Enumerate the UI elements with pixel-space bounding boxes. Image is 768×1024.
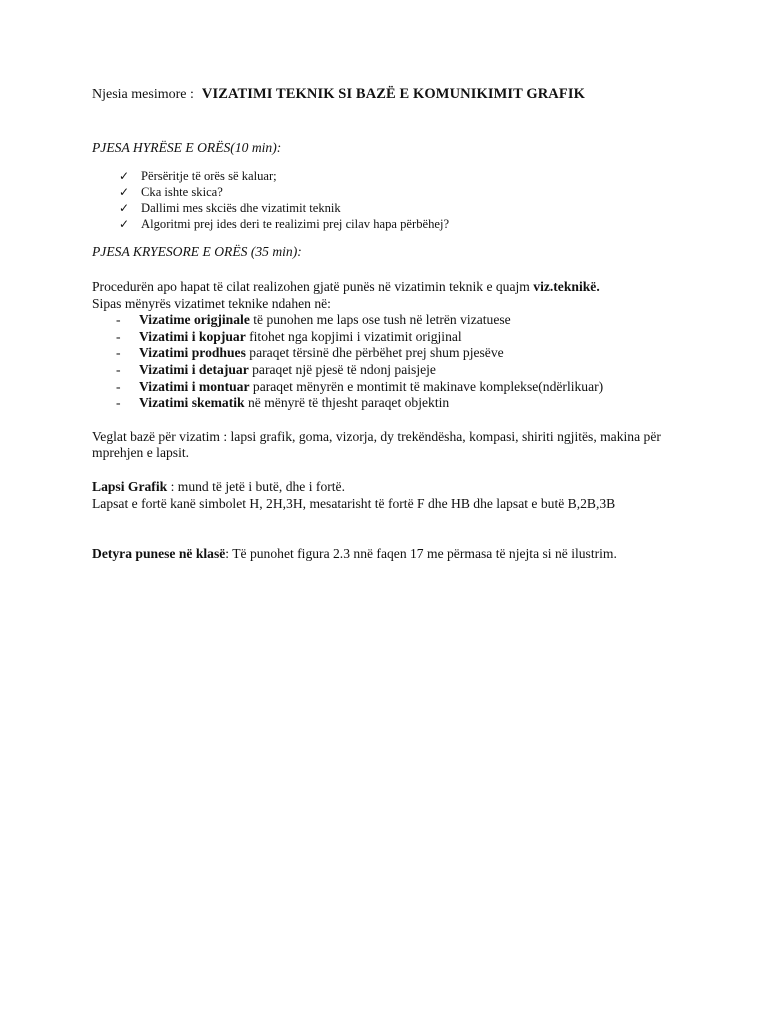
drawing-types-list xyxy=(92,312,692,412)
list-item: - Vizatimi prodhues paraqet tërsinë dhe përbëhet prej shum pjesëve xyxy=(116,345,504,361)
lesson-title: VIZATIMI TEKNIK SI BAZË E KOMUNIKIMIT GRAFIK xyxy=(201,86,585,102)
tools-paragraph: Veglat bazë për vizatim : lapsi grafik, goma, vizorja, dy trekëndësha, kompasi, shiriti ngjitës, makina për mprehjen e lapsit. xyxy=(92,428,661,461)
dash-bullet: - xyxy=(116,328,121,344)
intro-heading: PJESA HYRËSE E ORËS(10 min): xyxy=(92,139,282,155)
lesson-label: Njesia mesimore : xyxy=(92,87,194,102)
lesson-header xyxy=(92,86,692,104)
list-item: ✓ Algoritmi prej ides deri te realizimi prej cilav hapa përbëhej? xyxy=(119,216,450,231)
list-item: - Vizatimi i detajuar paraqet një pjesë të ndonj paisjeje xyxy=(116,361,436,377)
list-item: - Vizatimi i kopjuar fitohet nga kopjimi i vizatimit origjinal xyxy=(116,328,462,344)
dash-bullet: - xyxy=(116,361,121,377)
pencil-paragraph: Lapsi Grafik : mund të jetë i butë, dhe i fortë. Lapsat e fortë kanë simbolet H, 2H,3H, mesatarisht të fortë F dhe HB dhe lapsat e butë B,2B,3B xyxy=(92,478,616,511)
check-icon: ✓ xyxy=(119,216,130,231)
list-item: ✓ Cka ishte skica? xyxy=(119,184,223,199)
check-icon: ✓ xyxy=(119,169,130,184)
intro-list xyxy=(92,169,692,232)
dash-bullet: - xyxy=(116,378,121,394)
list-item: - Vizatimi i montuar paraqet mënyrën e montimit të makinave komplekse(ndërlikuar) xyxy=(116,378,604,394)
main-heading: PJESA KRYESORE E ORËS (35 min): xyxy=(92,244,302,260)
dash-bullet: - xyxy=(116,345,121,361)
dash-bullet: - xyxy=(116,312,121,328)
procedure-paragraph: Procedurën apo hapat të cilat realizohen gjatë punës në vizatimin teknik e quajm viz.teknikë. Sipas mënyrës vizatimet teknike ndahen në: xyxy=(92,278,600,311)
document-page xyxy=(92,86,692,563)
list-item: ✓ Përsëritje të orës së kaluar; xyxy=(119,169,277,184)
list-item: - Vizatimi skematik në mënyrë të thjesht paraqet objektin xyxy=(116,395,450,411)
dash-bullet: - xyxy=(116,395,121,411)
task-paragraph: Detyra punese në klasë: Të punohet figura 2.3 nnë faqen 17 me përmasa të njejta si në ilustrim. xyxy=(92,546,617,562)
check-icon: ✓ xyxy=(119,184,130,199)
check-icon: ✓ xyxy=(119,200,130,215)
list-item: - Vizatime origjinale të punohen me laps ose tush në letrën vizatuese xyxy=(116,312,511,328)
list-item: ✓ Dallimi mes skciës dhe vizatimit teknik xyxy=(119,200,341,215)
